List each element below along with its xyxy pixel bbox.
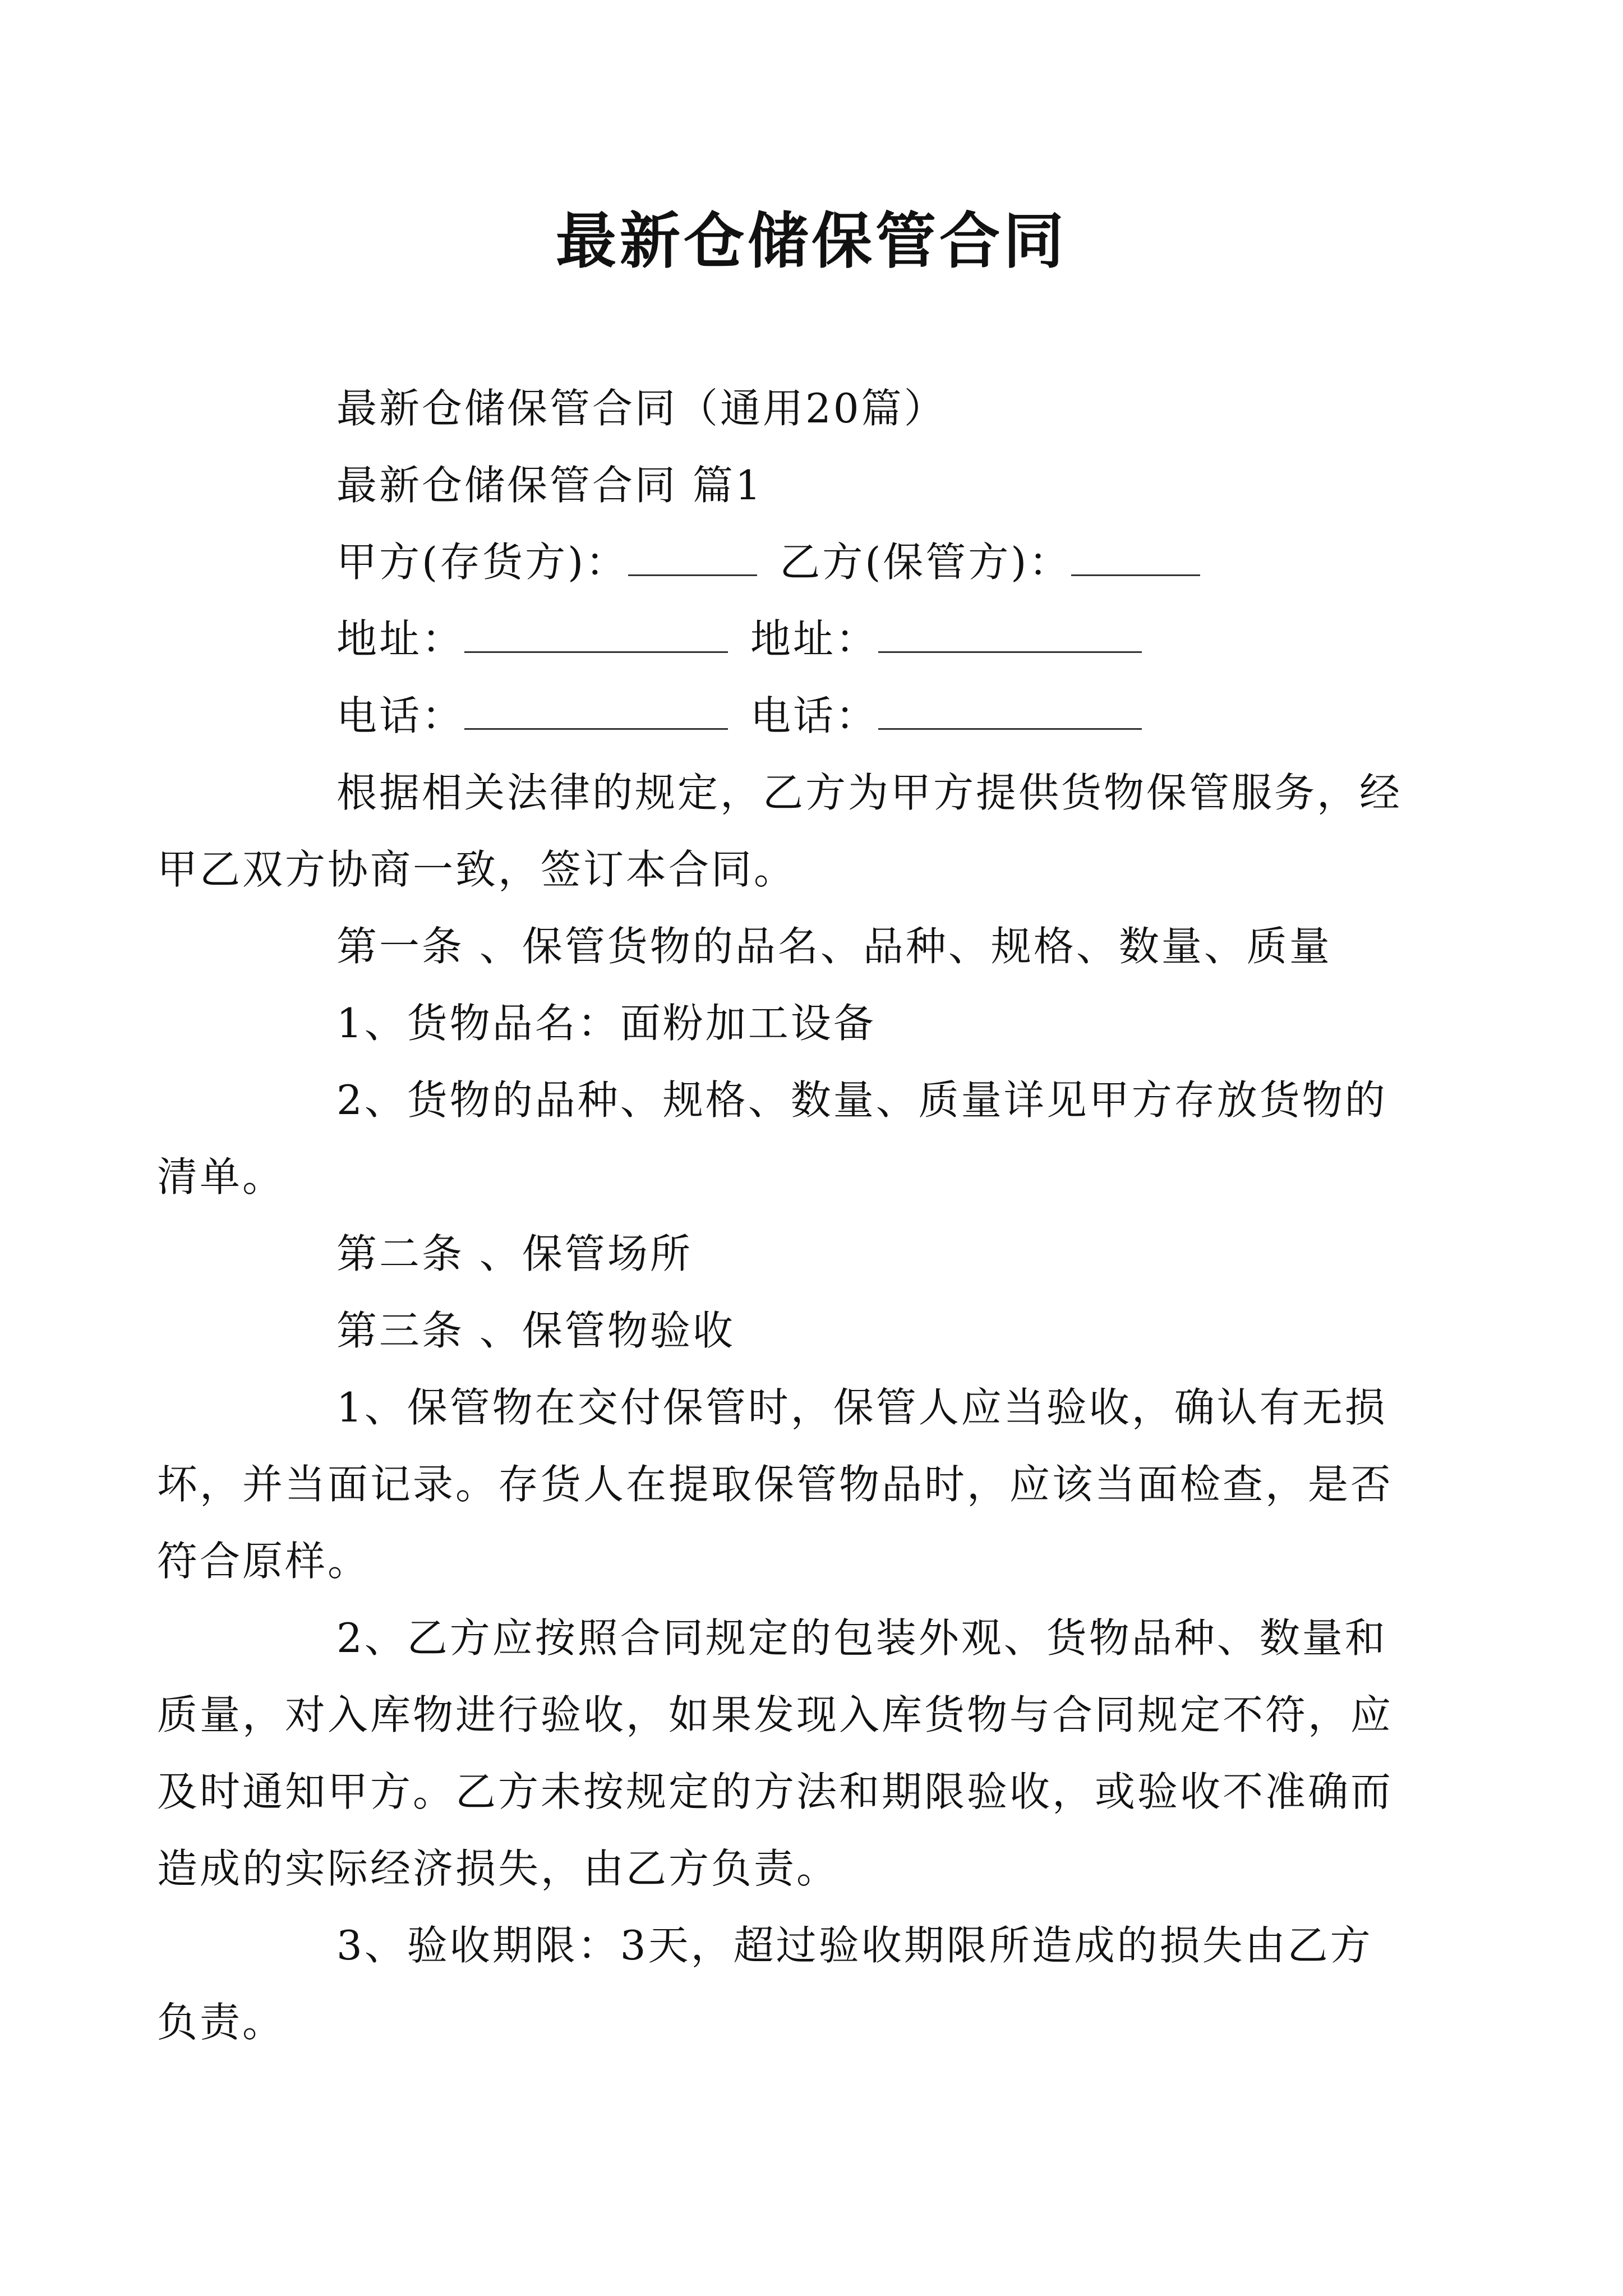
phone-a-blank <box>464 694 728 730</box>
phone-b-label: 电话： <box>750 692 879 739</box>
article-1-item-1: 1、货物品名：面粉加工设备 <box>336 1000 876 1047</box>
party-line <box>247 524 1402 601</box>
document-subtitle: 最新仓储保管合同（通用20篇） <box>336 385 947 432</box>
article-1-heading: 第一条 、保管货物的品名、品种、规格、数量、质量 <box>336 923 1332 970</box>
section-heading: 最新仓储保管合同 篇1 <box>336 462 763 509</box>
document-body <box>157 370 1403 2061</box>
article-3-item-1: 1、保管物在交付保管时，保管人应当验收，确认有无损坏，并当面记录。存货人在提取保管物品时，应该当面检查，是否符合原样。 <box>157 1384 1394 1585</box>
party-b-blank <box>1071 541 1200 576</box>
address-line <box>247 601 1402 678</box>
phone-a-label: 电话： <box>336 692 465 739</box>
phone-b-blank <box>878 694 1142 730</box>
party-a-blank <box>628 541 757 576</box>
party-b-label: 乙方(保管方)： <box>780 539 1072 586</box>
phone-line <box>247 678 1402 754</box>
article-3-item-3: 3、验收期限：3天，超过验收期限所造成的损失由乙方负责。 <box>157 1922 1373 2046</box>
address-b-label: 地址： <box>750 615 879 662</box>
party-a-label: 甲方(存货方)： <box>336 539 629 586</box>
address-a-label: 地址： <box>336 615 465 662</box>
address-b-blank <box>878 618 1142 653</box>
document-title: 最新仓储保管合同 <box>555 206 1067 277</box>
address-a-blank <box>464 618 728 653</box>
article-3-item-2: 2、乙方应按照合同规定的包装外观、货物品种、数量和质量，对入库物进行验收，如果发现入库货物与合同规定不符，应及时通知甲方。乙方未按规定的方法和期限验收，或验收不准确而造成的实际经济损失，由乙方负责。 <box>157 1614 1394 1892</box>
article-3-heading: 第三条 、保管物验收 <box>336 1307 735 1354</box>
article-1-item-2: 2、货物的品种、规格、数量、质量详见甲方存放货物的清单。 <box>157 1076 1387 1200</box>
paragraph-intro: 根据相关法律的规定，乙方为甲方提供货物保管服务，经甲乙双方协商一致，签订本合同。 <box>157 769 1403 893</box>
article-2-heading: 第二条 、保管场所 <box>336 1230 693 1277</box>
